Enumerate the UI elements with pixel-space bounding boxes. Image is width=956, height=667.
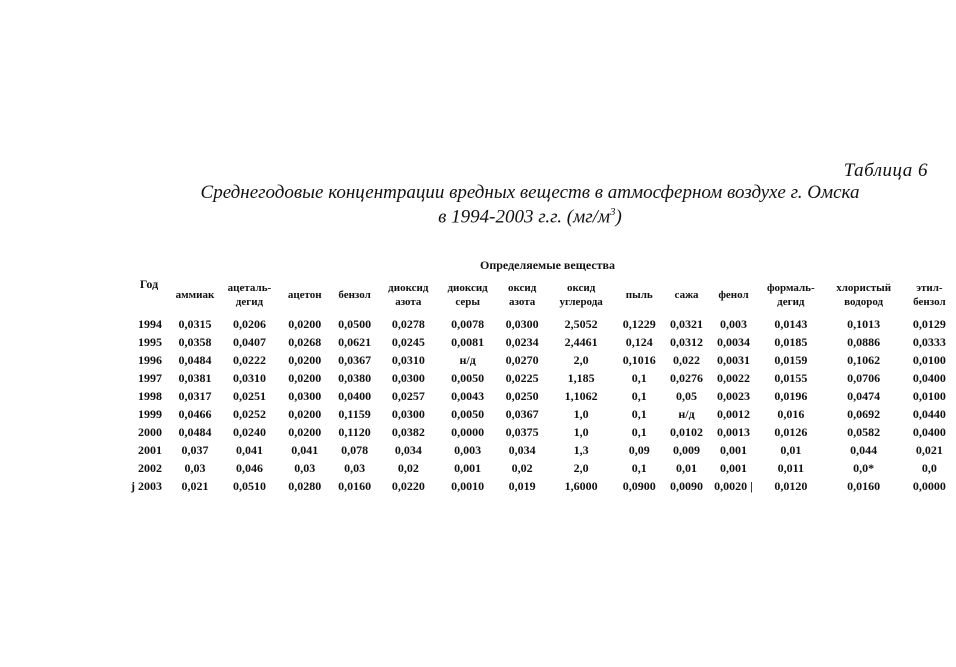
value-cell: 0,0510	[232, 479, 266, 493]
column-header-line: водород	[844, 295, 884, 308]
column-header-line: оксид	[507, 281, 537, 294]
value-cell: 0,0143	[774, 317, 808, 331]
value-cell: 0,124	[625, 335, 653, 349]
value-cell: 1,185	[567, 371, 595, 385]
table-row	[128, 315, 956, 333]
value-cell: 0,001	[719, 461, 747, 475]
table-row	[128, 333, 956, 351]
value-cell: 0,0031	[716, 353, 750, 367]
value-cell: 0,0240	[232, 425, 266, 439]
column-header-line: ацеталь-	[227, 281, 272, 294]
value-cell: 0,0474	[847, 389, 881, 403]
value-cell: 0,001	[719, 443, 747, 457]
header-row	[128, 274, 956, 315]
document-title: Среднегодовые концентрации вредных веществ в атмосферном воздухе г. Омска	[200, 182, 860, 203]
value-cell: 0,0900	[622, 479, 656, 493]
value-cell: 0,1	[631, 461, 647, 475]
value-cell: 0,0400	[912, 371, 946, 385]
table-body	[128, 315, 956, 495]
value-cell: 0,044	[850, 443, 878, 457]
value-cell: 0,0	[921, 461, 937, 475]
value-cell: 0,078	[341, 443, 369, 457]
value-cell: 0,0381	[178, 371, 212, 385]
year-cell: 2001	[138, 443, 162, 457]
value-cell: 0,1	[631, 371, 647, 385]
table-row	[128, 351, 956, 369]
value-cell: 0,05	[676, 389, 698, 403]
column-header	[824, 274, 902, 315]
value-cell: 0,0000	[912, 479, 946, 493]
column-header	[279, 274, 331, 315]
column-header-line: дегид	[235, 295, 264, 308]
value-cell: 0,0276	[670, 371, 704, 385]
value-cell: 0,01	[780, 443, 802, 457]
value-cell: 0,0034	[716, 335, 750, 349]
value-cell: 0,0280	[288, 479, 322, 493]
value-cell: 0,003	[719, 317, 747, 331]
value-cell: 0,0440	[912, 407, 946, 421]
value-cell: 0,0317	[178, 389, 212, 403]
value-cell: 0,0225	[505, 371, 539, 385]
column-header-line: бензол	[338, 288, 371, 301]
value-cell: 0,0200	[288, 407, 322, 421]
value-cell: 0,1229	[622, 317, 656, 331]
value-cell: 0,03	[294, 461, 316, 475]
column-header-line: пыль	[625, 288, 653, 301]
value-cell: 0,09	[628, 443, 650, 457]
value-cell: 0,009	[673, 443, 701, 457]
value-cell: 1,3	[573, 443, 589, 457]
value-cell: 0,0375	[505, 425, 539, 439]
value-cell: 0,0400	[912, 425, 946, 439]
value-cell: 0,0312	[670, 335, 704, 349]
value-cell: 0,0022	[716, 371, 750, 385]
value-cell: 0,0120	[774, 479, 808, 493]
value-cell: 0,0358	[178, 335, 212, 349]
value-cell: 0,0245	[391, 335, 425, 349]
value-cell: 0,1159	[338, 407, 371, 421]
value-cell: 0,0200	[288, 317, 322, 331]
value-cell: 0,0692	[847, 407, 881, 421]
value-cell: 0,0310	[391, 353, 425, 367]
value-cell: 0,0220	[391, 479, 425, 493]
value-cell: 0,0012	[716, 407, 750, 421]
value-cell: 0,021	[915, 443, 943, 457]
column-header-line: углерода	[559, 295, 603, 308]
value-cell: 0,0466	[178, 407, 212, 421]
column-header-line: ацетон	[287, 288, 322, 301]
value-cell: 0,01	[676, 461, 698, 475]
column-header	[497, 274, 547, 315]
value-cell: 0,02	[511, 461, 533, 475]
title-period: в 1994-2003 г.г. (мг/м	[438, 206, 611, 228]
column-header	[438, 274, 497, 315]
value-cell: 0,021	[181, 479, 209, 493]
value-cell: 0,0380	[338, 371, 372, 385]
value-cell: 0,0090	[670, 479, 704, 493]
value-cell: 0,0407	[232, 335, 266, 349]
value-cell: 0,1062	[847, 353, 881, 367]
value-cell: 0,0310	[232, 371, 266, 385]
value-cell: 0,003	[454, 443, 482, 457]
column-header-line: дегид	[777, 295, 805, 308]
value-cell: 0,0078	[451, 317, 485, 331]
value-cell: 0,019	[508, 479, 536, 493]
column-header	[220, 274, 279, 315]
table-row	[128, 423, 956, 441]
value-cell: 0,0367	[505, 407, 539, 421]
value-cell: 0,0270	[505, 353, 539, 367]
value-cell: 0,0100	[912, 353, 946, 367]
value-cell: 0,1120	[338, 425, 371, 439]
column-header	[615, 274, 663, 315]
value-cell: 0,0129	[912, 317, 946, 331]
value-cell: 1,0	[573, 407, 589, 421]
value-cell: 0,0268	[288, 335, 322, 349]
value-cell: 0,0400	[338, 389, 372, 403]
value-cell: 0,1013	[847, 317, 881, 331]
value-cell: 2,0	[573, 461, 589, 475]
value-cell: 0,0621	[338, 335, 372, 349]
column-header-line: бензол	[913, 295, 946, 308]
value-cell: 0,0257	[391, 389, 425, 403]
column-header	[331, 274, 379, 315]
column-header	[757, 274, 824, 315]
column-header-line: этил-	[916, 281, 943, 294]
unit-superscript: 3	[610, 206, 616, 218]
value-cell: 0,0234	[505, 335, 539, 349]
value-cell: 1,1062	[564, 389, 598, 403]
year-cell: j 2003	[131, 479, 162, 493]
column-header-line: диоксид	[388, 281, 429, 294]
value-cell: 0,0023	[716, 389, 750, 403]
value-cell: 0,0206	[232, 317, 266, 331]
value-cell: н/д	[459, 353, 476, 367]
value-cell: 0,041	[235, 443, 263, 457]
value-cell: 2,0	[573, 353, 589, 367]
year-cell: 1996	[138, 353, 162, 367]
value-cell: 0,0251	[232, 389, 266, 403]
value-cell: 0,0160	[847, 479, 881, 493]
value-cell: 0,0222	[232, 353, 266, 367]
value-cell: 0,0300	[391, 407, 425, 421]
column-header-line: сажа	[674, 288, 699, 301]
year-cell: 1994	[138, 317, 162, 331]
value-cell: 0,0484	[178, 353, 212, 367]
value-cell: н/д	[678, 407, 695, 421]
title-close: )	[615, 206, 622, 228]
value-cell: 0,0010	[451, 479, 485, 493]
value-cell: 1,6000	[564, 479, 598, 493]
table-label: Таблица 6	[843, 160, 928, 181]
value-cell: 0,0321	[670, 317, 704, 331]
value-cell: 0,0706	[847, 371, 881, 385]
value-cell: 0,0102	[670, 425, 704, 439]
column-header-line: диоксид	[447, 281, 488, 294]
value-cell: 1,0	[573, 425, 589, 439]
value-cell: 0,0155	[774, 371, 808, 385]
year-cell: 1999	[138, 407, 162, 421]
table-row	[128, 477, 956, 495]
concentration-table	[128, 274, 956, 495]
value-cell: 0,0367	[338, 353, 372, 367]
value-cell: 0,0020 |	[714, 479, 753, 493]
value-cell: 2,5052	[564, 317, 598, 331]
table-row	[128, 369, 956, 387]
value-cell: 0,0200	[288, 353, 322, 367]
column-header-line: азота	[509, 295, 536, 308]
column-header	[903, 274, 956, 315]
value-cell: 0,0159	[774, 353, 808, 367]
value-cell: 0,03	[184, 461, 206, 475]
value-cell: 0,022	[673, 353, 701, 367]
value-cell: 0,03	[344, 461, 366, 475]
year-cell: 2000	[138, 425, 162, 439]
value-cell: 0,0000	[451, 425, 485, 439]
column-header	[710, 274, 757, 315]
value-cell: 0,046	[235, 461, 263, 475]
value-cell: 0,0484	[178, 425, 212, 439]
year-cell: 1995	[138, 335, 162, 349]
column-header-line: серы	[455, 295, 480, 308]
value-cell: 0,0126	[774, 425, 808, 439]
value-cell: 0,0185	[774, 335, 808, 349]
value-cell: 0,02	[397, 461, 419, 475]
year-cell: 1997	[138, 371, 162, 385]
value-cell: 0,0300	[391, 371, 425, 385]
column-header-line: аммиак	[175, 288, 215, 301]
value-cell: 0,0050	[451, 371, 485, 385]
value-cell: 2,4461	[564, 335, 598, 349]
table-row	[128, 459, 956, 477]
value-cell: 0,041	[291, 443, 319, 457]
value-cell: 0,1	[631, 389, 647, 403]
value-cell: 0,0043	[451, 389, 485, 403]
value-cell: 0,0500	[338, 317, 372, 331]
column-header	[547, 274, 615, 315]
value-cell: 0,001	[454, 461, 482, 475]
table-row	[128, 387, 956, 405]
column-header-line: фенол	[718, 288, 749, 301]
value-cell: 0,1	[631, 407, 647, 421]
column-header	[170, 274, 220, 315]
year-header: Год	[139, 277, 159, 291]
year-cell: 2002	[138, 461, 162, 475]
value-cell: 0,011	[777, 461, 804, 475]
value-cell: 0,1016	[622, 353, 656, 367]
value-cell: 0,0582	[847, 425, 881, 439]
value-cell: 0,0252	[232, 407, 266, 421]
value-cell: 0,0196	[774, 389, 808, 403]
column-header-line: оксид	[566, 281, 596, 294]
value-cell: 0,0*	[853, 461, 875, 475]
value-cell: 0,0300	[288, 389, 322, 403]
value-cell: 0,0278	[391, 317, 425, 331]
table-row	[128, 405, 956, 423]
document-title-line2	[0, 206, 956, 228]
value-cell: 0,0200	[288, 371, 322, 385]
value-cell: 0,0081	[451, 335, 485, 349]
table-row	[128, 441, 956, 459]
value-cell: 0,0382	[391, 425, 425, 439]
value-cell: 0,0100	[912, 389, 946, 403]
column-header	[379, 274, 438, 315]
value-cell: 0,037	[181, 443, 209, 457]
column-header-line: формаль-	[766, 281, 815, 294]
value-cell: 0,0300	[505, 317, 539, 331]
value-cell: 0,034	[394, 443, 422, 457]
value-cell: 0,0886	[847, 335, 881, 349]
year-cell: 1998	[138, 389, 162, 403]
group-header: Определяемые вещества	[480, 258, 616, 272]
column-header-line: азота	[395, 295, 422, 308]
column-header	[663, 274, 709, 315]
value-cell: 0,0050	[451, 407, 485, 421]
value-cell: 0,0315	[178, 317, 212, 331]
value-cell: 0,0200	[288, 425, 322, 439]
value-cell: 0,0250	[505, 389, 539, 403]
value-cell: 0,034	[508, 443, 536, 457]
column-header-line: хлористый	[836, 281, 892, 294]
value-cell: 0,0160	[338, 479, 372, 493]
value-cell: 0,0013	[716, 425, 750, 439]
value-cell: 0,1	[631, 425, 647, 439]
value-cell: 0,0333	[912, 335, 946, 349]
value-cell: 0,016	[777, 407, 805, 421]
